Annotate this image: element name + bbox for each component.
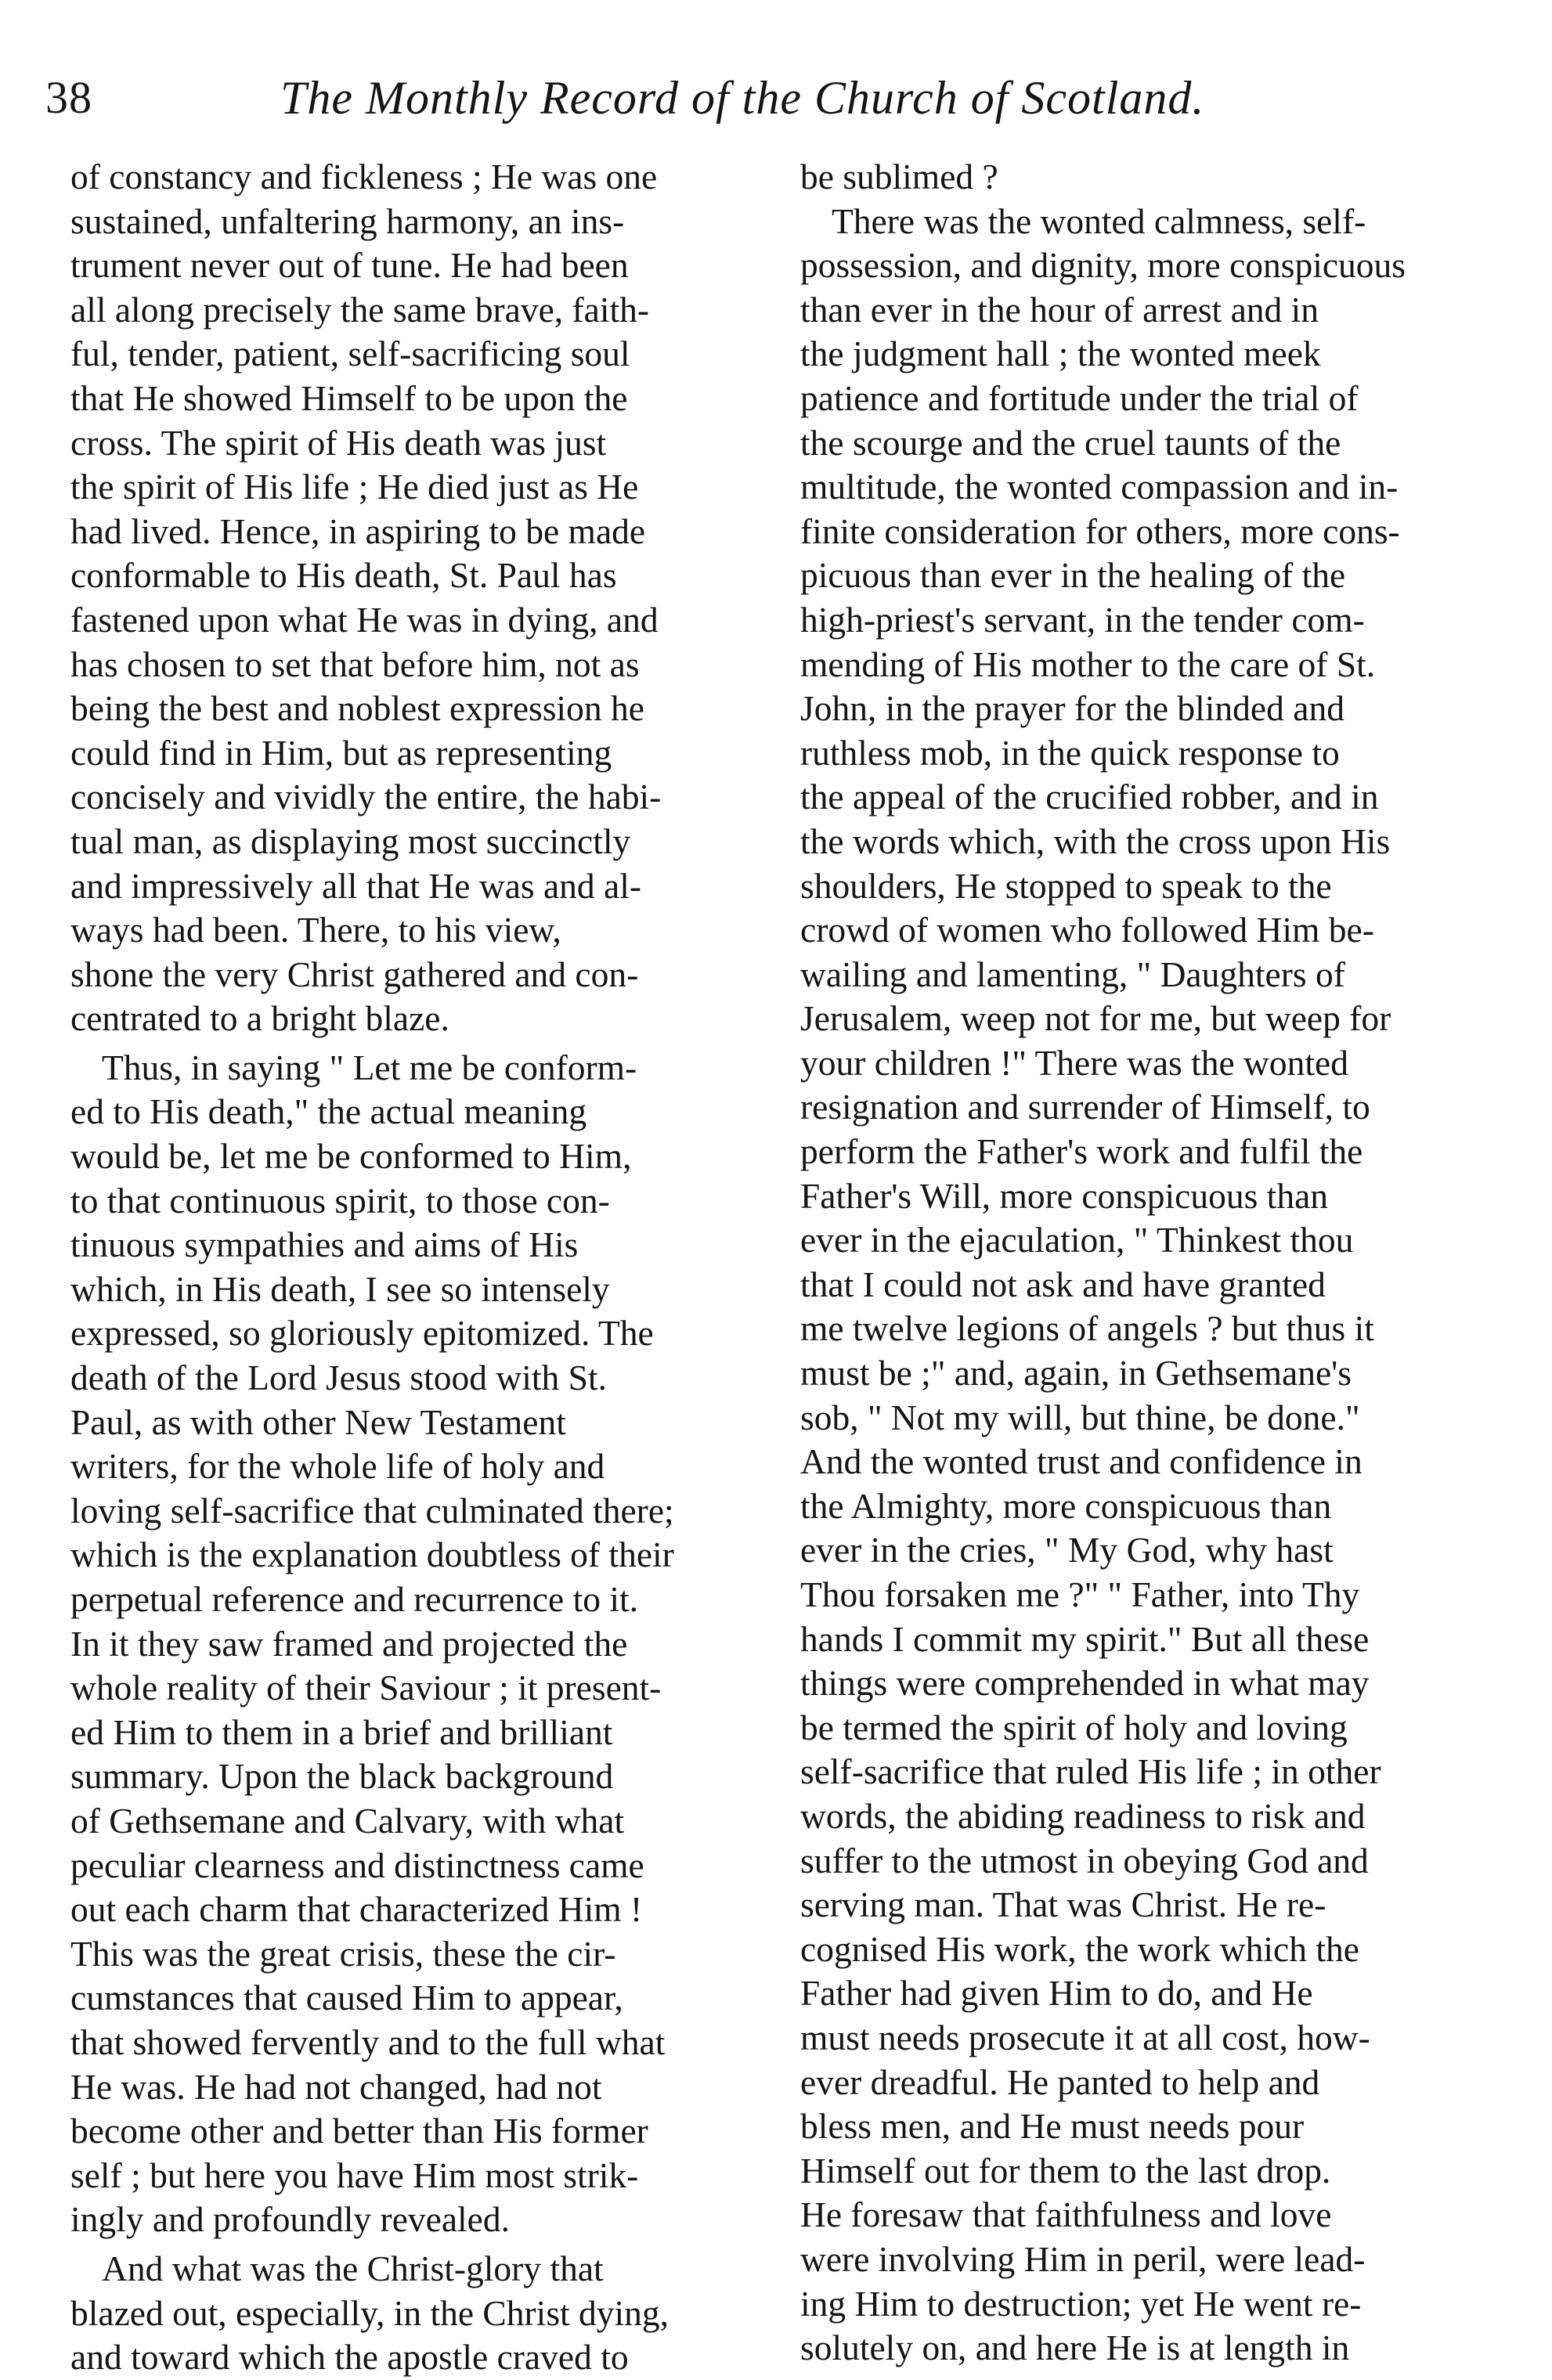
text-line: being the best and noblest expression he [70,688,644,729]
text-line: finite consideration for others, more cons- [800,510,1400,551]
text-line: that He showed Himself to be upon the [70,377,628,418]
text-line: writers, for the whole life of holy and [70,1446,605,1487]
page-number: 38 [45,72,92,123]
text-line: words, the abiding readiness to risk and [800,1795,1366,1836]
running-head [45,64,1480,132]
text-line: the appeal of the crucified robber, and in [800,777,1379,817]
text-line: be termed the spirit of holy and loving [800,1707,1348,1747]
text-line: ever dreadful. He panted to help and [800,2061,1320,2102]
text-line: trument never out of tune. He had been [70,245,629,286]
text-line: all along precisely the same brave, faith- [70,289,650,330]
text-line: ever in the cries, " My God, why hast [800,1530,1334,1570]
text-line: could find in Him, but as representing [70,732,612,773]
text-line: shoulders, He stopped to speak to the [800,865,1332,906]
text-line: sob, " Not my will, but thine, be done." [800,1397,1360,1437]
text-line: the spirit of His life ; He died just as He [70,467,639,507]
text-line: John, in the prayer for the blinded and [800,688,1344,729]
text-line: must be ;" and, again, in Gethsemane's [800,1353,1352,1394]
text-line: out each charm that characterized Him ! [70,1889,643,1930]
text-line: summary. Upon the black background [70,1756,614,1797]
text-line: ways had been. There, to his view, [70,910,561,950]
text-line: centrated to a bright blaze. [70,998,449,1039]
text-line: ed Him to them in a brief and brilliant [70,1711,613,1752]
text-line: Paul, as with other New Testament [70,1401,566,1442]
text-line: Jerusalem, weep not for me, but weep for [800,998,1391,1039]
text-line: that I could not ask and have granted [800,1264,1326,1304]
text-line: tual man, as displaying most succinctly [70,820,631,861]
text-line: high-priest's servant, in the tender com- [800,599,1365,640]
text-line: had lived. Hence, in aspiring to be made [70,510,646,551]
text-line: This was the great crisis, these the cir- [70,1933,616,1974]
text-line: hands I commit my spirit." But all these [800,1618,1370,1659]
text-line: ful, tender, patient, self-sacrificing soul [70,334,630,374]
text-line: that showed fervently and to the full what [70,2021,666,2062]
text-line: There was the wonted calmness, self- [832,200,1366,241]
text-line: suffer to the utmost in obeying God and [800,1840,1369,1881]
text-line: crowd of women who followed Him be- [800,910,1374,950]
text-line: to that continuous spirit, to those con- [70,1180,610,1221]
text-line: and toward which the apostle craved to [70,2337,629,2378]
text-line: tinuous sympathies and aims of His [70,1224,579,1265]
text-line: perpetual reference and recurrence to it. [70,1579,639,1619]
text-line: ever in the ejaculation, " Thinkest thou [800,1220,1354,1260]
text-line: sustained, unfaltering harmony, an ins- [70,200,625,241]
text-line: Father had given Him to do, and He [800,1973,1313,2014]
text-line: which, in His death, I see so intensely [70,1268,610,1309]
text-line: ingly and profoundly revealed. [70,2199,510,2240]
text-line: cross. The spirit of His death was just [70,422,607,463]
text-line: be sublimed ? [800,157,998,197]
text-line: perform the Father's work and fulfil the [800,1131,1363,1172]
text-line: And the wonted trust and confidence in [800,1441,1363,1482]
text-line: the scourge and the cruel taunts of the [800,422,1341,463]
text-line: expressed, so gloriously epitomized. The [70,1313,654,1354]
text-line: possession, and dignity, more conspicuous [800,245,1406,286]
text-line: mending of His mother to the care of St. [800,644,1376,684]
text-line: and impressively all that He was and al- [70,865,642,906]
text-line: fastened upon what He was in dying, and [70,599,659,640]
text-line: blazed out, especially, in the Christ dying, [70,2292,670,2333]
text-line: resignation and surrender of Himself, to [800,1087,1370,1127]
text-line: of Gethsemane and Calvary, with what [70,1800,625,1841]
text-line: me twelve legions of angels ? but thus it [800,1308,1374,1349]
text-line: self-sacrifice that ruled His life ; in other [800,1751,1381,1792]
text-line: which is the explanation doubtless of their [70,1534,674,1575]
text-line: In it they saw framed and projected the [70,1623,628,1664]
text-line: conformable to His death, St. Paul has [70,555,617,596]
text-line: concisely and vividly the entire, the habi- [70,777,662,817]
text-line: He foresaw that faithfulness and love [800,2194,1332,2235]
text-line: peculiar clearness and distinctness came [70,1844,644,1885]
text-line: were involving Him in peril, were lead- [800,2238,1366,2279]
text-line: things were comprehended in what may [800,1663,1370,1704]
text-line: shone the very Christ gathered and con- [70,954,639,994]
text-line: ruthless mob, in the quick response to [800,732,1340,773]
text-line: death of the Lord Jesus stood with St. [70,1358,607,1398]
text-line: the Almighty, more conspicuous than [800,1485,1332,1526]
text-line: multitude, the wonted compassion and in- [800,467,1399,507]
text-line: solutely on, and here He is at length in [800,2328,1350,2368]
text-line: patience and fortitude under the trial of [800,377,1359,418]
text-line: become other and better than His former [70,2111,648,2151]
text-line: has chosen to set that before him, not as [70,644,640,684]
text-line: than ever in the hour of arrest and in [800,289,1319,330]
text-line: loving self-sacrifice that culminated there; [70,1490,674,1531]
text-line: must needs prosecute it at all cost, how- [800,2017,1370,2057]
text-line: Thou forsaken me ?" " Father, into Thy [800,1574,1360,1614]
journal-title: The Monthly Record of the Church of Scotland. [280,72,1205,124]
text-line: ing Him to destruction; yet He went re- [800,2283,1362,2324]
text-line: He was. He had not changed, had not [70,2066,602,2107]
text-line: the words which, with the cross upon His [800,820,1391,861]
text-line: bless men, and He must needs pour [800,2106,1305,2147]
text-line: ed to His death," the actual meaning [70,1091,587,1132]
text-line: whole reality of their Saviour ; it present- [70,1668,662,1708]
text-line: the judgment hall ; the wonted meek [800,334,1321,374]
text-line: And what was the Christ-glory that [102,2248,604,2288]
left-text-column [70,155,789,2380]
text-line: of constancy and fickleness ; He was one [70,157,658,197]
text-line: Thus, in saying " Let me be conform- [102,1047,637,1087]
text-line: picuous than ever in the healing of the [800,555,1346,596]
text-line: serving man. That was Christ. He re- [800,1884,1326,1925]
right-text-column [800,155,1519,2371]
text-line: self ; but here you have Him most strik- [70,2155,639,2195]
text-line: cognised His work, the work which the [800,1928,1359,1969]
text-line: cumstances that caused Him to appear, [70,1978,623,2018]
text-line: Father's Will, more conspicuous than [800,1175,1329,1216]
text-line: wailing and lamenting, " Daughters of [800,954,1345,994]
text-line: your children !" There was the wonted [800,1042,1349,1083]
text-line: Himself out for them to the last drop. [800,2150,1331,2191]
text-line: would be, let me be conformed to Him, [70,1136,632,1177]
